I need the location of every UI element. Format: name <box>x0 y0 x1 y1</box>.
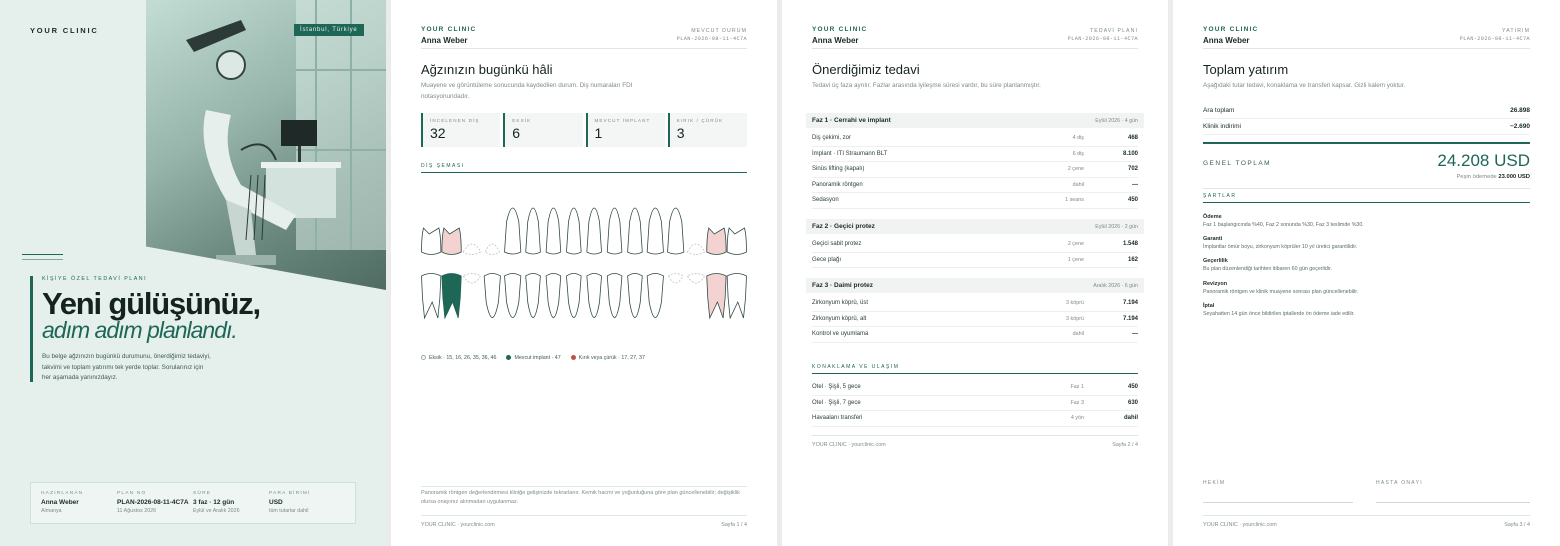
lodging-row <box>812 396 1138 412</box>
signature-line <box>1203 502 1353 503</box>
tooth-15[interactable] <box>485 244 499 255</box>
header-divider <box>421 48 747 49</box>
page-number: Sayfa 1 / 4 <box>721 522 747 528</box>
treatment-row <box>812 296 1138 312</box>
tooth-shape <box>442 274 461 319</box>
tooth-shape <box>546 274 561 318</box>
term-title: Ödeme <box>1203 214 1222 220</box>
cover-page <box>0 0 386 546</box>
item-qty: 3 köprü <box>1066 300 1084 307</box>
brand-logo: YOUR CLINIC <box>1203 26 1259 33</box>
item-price: 162 <box>1127 256 1138 263</box>
clinic-photo <box>146 0 386 290</box>
page-subtitle: Muayene ve görüntüleme sonucunda kaydedilen durum. Diş numaraları FDI notasyonundadır. <box>421 82 633 100</box>
tooth-37[interactable] <box>707 274 726 319</box>
cover-headline-sub: adım adım planlandı. <box>42 317 237 343</box>
terms-divider-top <box>1203 188 1530 189</box>
stat-broken <box>668 113 747 147</box>
page-number: Sayfa 2 / 4 <box>1112 442 1138 448</box>
tooth-shape <box>463 274 480 284</box>
info-label: PARA BİRİMİ <box>269 491 311 496</box>
tooth-13[interactable] <box>526 208 541 254</box>
item-qty: 2 çene <box>1067 241 1084 248</box>
current-state-page <box>391 0 777 546</box>
stat-label: MEVCUT İMPLANT <box>594 118 651 123</box>
stat-value: 1 <box>594 125 603 141</box>
patient-name: Anna Weber <box>421 36 468 45</box>
tooth-34[interactable] <box>647 274 663 318</box>
cash-label: Peşin ödemede <box>1456 174 1497 180</box>
item-price: 450 <box>1127 384 1138 391</box>
item-qty: 4 yön <box>1070 415 1084 422</box>
item-price: — <box>1132 331 1138 338</box>
tooth-shape <box>484 274 500 318</box>
stat-label: İNCELENEN DİŞ <box>430 118 480 123</box>
term-title: Geçerlilik <box>1203 258 1228 264</box>
legend-dot <box>421 355 426 360</box>
item-qty: Faz 1 <box>1070 384 1084 391</box>
phase-3-header <box>806 278 1144 293</box>
term-warranty <box>1203 236 1533 250</box>
term-title: İptal <box>1203 303 1215 309</box>
item-name: Zirkonyum köprü, üst <box>812 300 869 307</box>
legend-text: Kırık veya çürük · 17, 27, 37 <box>578 355 645 361</box>
tooth-32[interactable] <box>607 274 622 318</box>
tooth-27[interactable] <box>707 228 726 255</box>
stat-label: EKSİK <box>512 118 532 123</box>
section-label: YATIRIM <box>1502 28 1530 34</box>
item-name: Diş çekimi, zor <box>812 135 852 142</box>
tooth-shape <box>707 228 726 255</box>
tooth-47[interactable] <box>442 274 461 319</box>
page-note: Panoramik röntgen değerlendirmesi kliniğe gelişinizde tekrarlanır. Kemik hacmi ve yoğunluğuna göre plan güncellenebilir; değişiklik olursa onayınız alınmadan uygulanmaz. <box>421 486 747 507</box>
tooth-35[interactable] <box>669 274 683 284</box>
term-title: Revizyon <box>1203 281 1228 287</box>
patient-name: Anna Weber <box>1203 36 1250 45</box>
legend-broken <box>571 355 645 361</box>
footer-brand: YOUR CLINIC · yourclinic.com <box>812 442 886 448</box>
tooth-17[interactable] <box>442 228 461 255</box>
tooth-shape <box>687 274 704 284</box>
item-qty: Faz 3 <box>1070 399 1084 406</box>
tooth-41[interactable] <box>566 274 581 318</box>
item-qty: dahil <box>1072 331 1084 338</box>
item-name: Geçici sabit protez <box>812 241 862 248</box>
legend-implant <box>506 355 560 361</box>
info-value: PLAN-2026-08-11-4C7A <box>117 499 189 506</box>
section-label: TEDAVİ PLANI <box>1090 28 1138 34</box>
item-price: 468 <box>1127 135 1138 142</box>
tooth-42[interactable] <box>546 274 561 318</box>
item-name: Zirkonyum köprü, alt <box>812 315 867 322</box>
subtotal-row <box>1203 103 1530 119</box>
cash-value: 23.000 USD <box>1498 174 1530 180</box>
treatment-row <box>812 253 1138 269</box>
term-cancellation <box>1203 303 1533 317</box>
page-subtitle: Tedavi üç faza ayrılır. Fazlar arasında iyileşme süresi vardır, bu süre planlanmıştır. <box>812 82 1041 89</box>
treatment-page <box>782 0 1168 546</box>
info-duration <box>193 491 269 515</box>
term-text: İmplantlar ömür boyu, zirkonyum köprüler 10 yıl üretici garantilidir. <box>1203 244 1358 250</box>
item-qty: dahil <box>1072 181 1084 188</box>
tooth-36[interactable] <box>687 274 704 284</box>
tooth-16[interactable] <box>463 244 480 255</box>
tooth-shape <box>587 274 602 318</box>
item-price: 1.548 <box>1122 241 1138 248</box>
info-sub: Almanya <box>41 508 62 514</box>
brand-logo: YOUR CLINIC <box>421 26 477 33</box>
tooth-shape <box>687 244 704 255</box>
item-price: 450 <box>1127 197 1138 204</box>
info-sub: tüm tutarlar dahil <box>269 508 309 514</box>
stat-implant <box>586 113 665 147</box>
info-sub: Eylül ve Aralık 2026 <box>193 508 240 514</box>
accent-line <box>22 254 63 255</box>
info-label: PLAN NO <box>117 491 147 496</box>
item-price: 630 <box>1127 399 1138 406</box>
item-name: Panoramik röntgen <box>812 181 863 188</box>
discount-label: Klinik indirimi <box>1203 123 1241 130</box>
tooth-shape <box>727 228 746 255</box>
item-name: Sinüs lifting (kapalı) <box>812 166 865 173</box>
item-name: İmplant · ITI Straumann BLT <box>812 150 888 157</box>
tooth-44[interactable] <box>505 274 521 318</box>
item-price: — <box>1132 181 1138 188</box>
investment-page <box>1173 0 1560 546</box>
phase-title: Faz 1 · Cerrahi ve implant <box>812 117 891 124</box>
tooth-shape <box>463 244 480 255</box>
tooth-shape <box>607 274 622 318</box>
tooth-21[interactable] <box>587 208 602 254</box>
treatment-row <box>812 162 1138 178</box>
lodging-row <box>812 380 1138 396</box>
item-name: Kontrol ve uyumlama <box>812 331 869 338</box>
plan-number: PLAN-2026-08-11-4C7A <box>1459 36 1530 42</box>
treatment-row <box>812 131 1138 147</box>
tooth-shape <box>422 274 441 319</box>
page-header-right <box>1460 27 1530 43</box>
tooth-shape <box>442 228 461 255</box>
tooth-shape <box>566 274 581 318</box>
dental-chart-title: DİŞ ŞEMASI <box>421 163 747 173</box>
page-footer <box>421 515 747 528</box>
location-badge: İstanbul, Türkiye <box>294 24 364 36</box>
item-price: dahil <box>1123 415 1138 422</box>
tooth-14[interactable] <box>505 208 521 254</box>
stats-row <box>421 113 747 147</box>
page-header <box>812 26 867 45</box>
info-value: Anna Weber <box>41 499 79 506</box>
tooth-25[interactable] <box>668 208 684 254</box>
info-label: HAZIRLANAN <box>41 491 84 496</box>
treatment-row <box>812 327 1138 343</box>
tooth-23[interactable] <box>628 208 643 254</box>
header-divider <box>812 48 1138 49</box>
terms-title: ŞARTLAR <box>1203 193 1530 203</box>
info-value: 3 faz · 12 gün <box>193 499 235 506</box>
tooth-shape <box>669 274 683 284</box>
footer-brand: YOUR CLINIC · yourclinic.com <box>1203 522 1277 528</box>
tooth-shape <box>526 274 541 318</box>
page-header-right <box>677 27 747 43</box>
term-text: Seyahatten 14 gün önce bildirilen iptallerde ön ödeme iade edilir. <box>1203 311 1355 317</box>
tooth-28[interactable] <box>727 228 746 255</box>
stat-value: 32 <box>430 125 446 141</box>
term-payment <box>1203 214 1533 228</box>
tooth-38[interactable] <box>727 274 746 319</box>
header-divider <box>1203 48 1530 49</box>
grand-total-label: GENEL TOPLAM <box>1203 160 1272 167</box>
term-text: Bu plan düzenlendiği tarihten itibaren 60 gün geçerlidir. <box>1203 266 1332 272</box>
subtotal-value: 26.898 <box>1510 107 1530 114</box>
footer-brand: YOUR CLINIC · yourclinic.com <box>421 522 495 528</box>
lodging-title: KONAKLAMA VE ULAŞIM <box>812 364 1138 374</box>
cash-price <box>1456 174 1530 180</box>
legend-text: Eksik · 15, 16, 26, 35, 36, 46 <box>429 355 497 361</box>
tooth-shape <box>628 208 643 254</box>
tooth-31[interactable] <box>587 274 602 318</box>
page-title: Önerdiğimiz tedavi <box>812 62 920 77</box>
stat-missing <box>503 113 582 147</box>
phase-1-header <box>806 113 1144 128</box>
info-sub: 11 Ağustos 2026 <box>117 508 157 514</box>
lodging-row <box>812 411 1138 427</box>
term-title: Garanti <box>1203 236 1223 242</box>
tooth-43[interactable] <box>526 274 541 318</box>
brand-logo: YOUR CLINIC <box>30 26 99 35</box>
tooth-shape <box>526 208 541 254</box>
item-name: Havaalanı transferi <box>812 415 863 422</box>
phase-date: Eylül 2026 · 4 gün <box>1095 117 1138 124</box>
item-price: 7.194 <box>1122 315 1138 322</box>
legend-dot <box>506 355 511 360</box>
doctor-signature[interactable] <box>1203 480 1353 503</box>
patient-signature[interactable] <box>1376 480 1530 503</box>
page-title: Ağzınızın bugünkü hâli <box>421 62 553 77</box>
tooth-shape <box>566 208 581 254</box>
item-name: Otel · Şişli, 7 gece <box>812 399 861 406</box>
plan-number: PLAN-2026-08-11-4C7A <box>1067 36 1138 42</box>
patient-name: Anna Weber <box>812 36 859 45</box>
tooth-shape <box>668 208 684 254</box>
tooth-shape <box>647 274 663 318</box>
headline-bar <box>30 276 33 382</box>
stat-value: 3 <box>676 125 685 141</box>
discount-value: −2.690 <box>1509 123 1530 130</box>
tooth-shape <box>707 274 726 319</box>
page-subtitle: Aşağıdaki tutar tedavi, konaklama ve transferi kapsar. Gizli kalem yoktur. <box>1203 82 1406 89</box>
tooth-shape <box>485 244 499 255</box>
section-label: MEVCUT DURUM <box>691 28 747 34</box>
tooth-shape <box>727 274 746 319</box>
info-currency <box>269 491 345 515</box>
page-header <box>1203 26 1258 45</box>
info-label: SÜRE <box>193 491 212 496</box>
legend-dot <box>571 355 576 360</box>
phase-date: Aralık 2026 · 6 gün <box>1093 282 1138 289</box>
tooth-22[interactable] <box>607 208 622 254</box>
tooth-11[interactable] <box>566 208 581 254</box>
plan-number: PLAN-2026-08-11-4C7A <box>676 36 747 42</box>
item-price: 702 <box>1127 166 1138 173</box>
stat-value: 6 <box>512 125 521 141</box>
page-footer <box>1203 515 1530 528</box>
tooth-45[interactable] <box>484 274 500 318</box>
brand-logo: YOUR CLINIC <box>812 26 868 33</box>
dental-chart <box>421 190 747 340</box>
item-price: 7.194 <box>1122 300 1138 307</box>
info-value: USD <box>269 499 283 506</box>
page-number: Sayfa 3 / 4 <box>1504 522 1530 528</box>
stat-label: KIRIK / ÇÜRÜK <box>676 118 724 123</box>
item-price: 8.100 <box>1122 150 1138 157</box>
dental-chair-illustration <box>146 0 386 290</box>
tooth-shape <box>546 208 561 254</box>
item-qty: 1 seans <box>1065 197 1084 204</box>
page-header <box>421 26 476 45</box>
tooth-48[interactable] <box>422 274 441 319</box>
item-qty: 1 çene <box>1067 256 1084 263</box>
treatment-row <box>812 237 1138 253</box>
tooth-33[interactable] <box>628 274 643 318</box>
info-prepared <box>41 491 117 515</box>
phase-title: Faz 2 · Geçici protez <box>812 223 875 230</box>
treatment-row <box>812 193 1138 209</box>
tooth-shape <box>628 274 643 318</box>
item-qty: 2 çene <box>1067 166 1084 173</box>
signature-label: HEKİM <box>1203 480 1226 486</box>
item-name: Sedasyon <box>812 197 839 204</box>
treatment-row <box>812 312 1138 328</box>
item-name: Otel · Şişli, 5 gece <box>812 384 861 391</box>
info-plan-no <box>117 491 193 515</box>
legend-missing <box>421 355 496 361</box>
item-qty: 6 diş <box>1072 150 1084 157</box>
treatment-row <box>812 178 1138 194</box>
tooth-shape <box>505 274 521 318</box>
tooth-18[interactable] <box>422 228 441 255</box>
term-text: Panoramik röntgen ve klinik muayene sonrası plan güncellenebilir. <box>1203 289 1359 295</box>
accent-line-secondary <box>22 259 63 260</box>
item-qty: 3 köprü <box>1066 315 1084 322</box>
cover-kicker: KİŞİYE ÖZEL TEDAVİ PLANI <box>42 276 148 282</box>
subtotal-label: Ara toplam <box>1203 107 1235 114</box>
discount-row <box>1203 119 1530 135</box>
signature-line <box>1376 502 1530 503</box>
legend-text: Mevcut implant · 47 <box>514 355 561 361</box>
cover-description: Bu belge ağzınızın bugünkü durumunu, önerdiğimiz tedaviyi, takvimi ve toplam yatırımı tek yerde toplar. Sorularınız için her aşamada yanınızdayız. <box>42 353 211 381</box>
page-footer <box>812 435 1138 448</box>
tooth-24[interactable] <box>647 208 663 254</box>
tooth-12[interactable] <box>546 208 561 254</box>
term-text: Faz 1 başlangıcında %40, Faz 2 sonunda %30, Faz 3 teslimde %30. <box>1203 222 1364 228</box>
page-title: Toplam yatırım <box>1203 62 1289 77</box>
tooth-shape <box>587 208 602 254</box>
tooth-shape <box>647 208 663 254</box>
tooth-46[interactable] <box>463 274 480 284</box>
item-name: Gece plağı <box>812 256 842 263</box>
grand-total-value: 24.208 USD <box>1437 151 1530 170</box>
item-qty: 4 diş <box>1072 135 1084 142</box>
term-revision <box>1203 281 1533 295</box>
dental-legend <box>421 355 645 361</box>
tooth-shape <box>607 208 622 254</box>
phase-2-header <box>806 219 1144 234</box>
cover-headline: Yeni gülüşünüz, <box>42 286 260 321</box>
phase-date: Eylül 2026 · 2 gün <box>1095 223 1138 230</box>
tooth-shape <box>422 228 441 255</box>
phase-title: Faz 3 · Daimi protez <box>812 282 874 289</box>
signature-label: HASTA ONAYI <box>1376 480 1423 486</box>
total-divider <box>1203 142 1530 144</box>
treatment-row <box>812 147 1138 163</box>
tooth-26[interactable] <box>687 244 704 255</box>
tooth-shape <box>505 208 521 254</box>
page-header-right <box>1068 27 1138 43</box>
term-validity <box>1203 258 1533 272</box>
cover-info-box <box>30 482 356 524</box>
stat-examined <box>421 113 500 147</box>
